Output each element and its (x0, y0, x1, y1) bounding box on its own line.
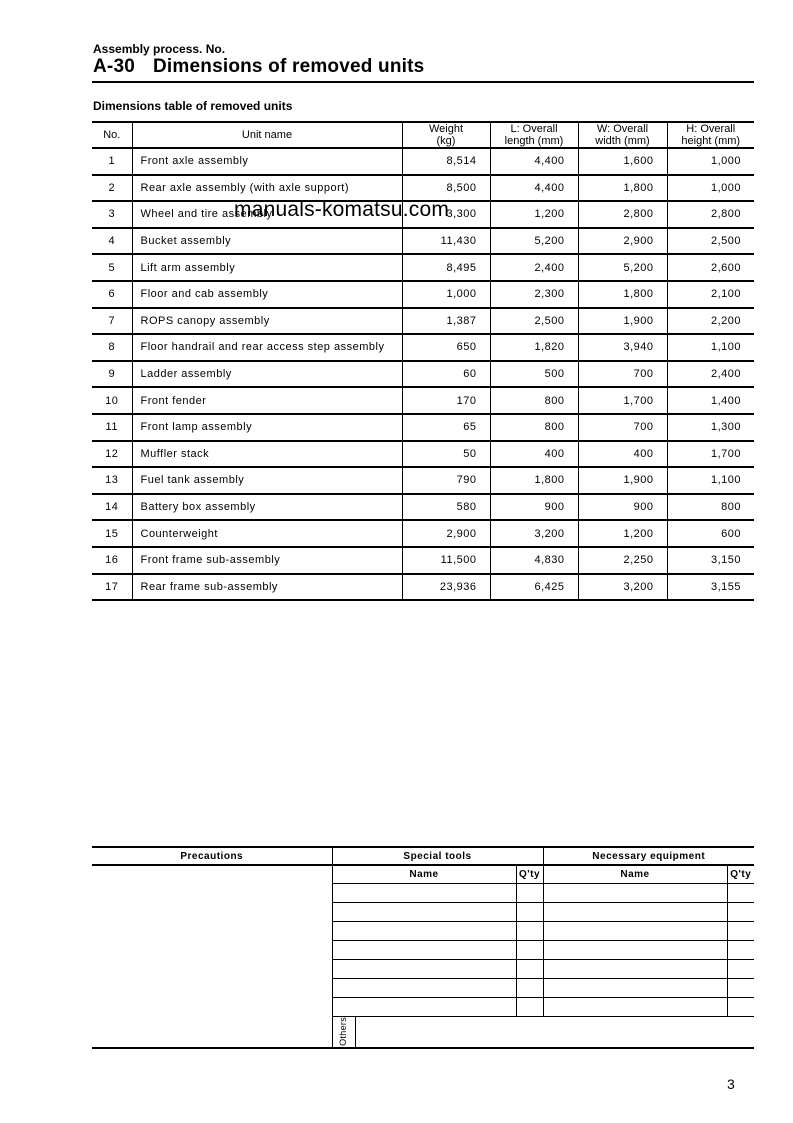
table-row (92, 281, 754, 308)
special-tools-header: Special tools (332, 847, 543, 865)
weight-cell: 1,000 (402, 281, 490, 308)
weight-cell: 65 (402, 414, 490, 441)
table-row (92, 387, 754, 414)
weight-cell: 8,495 (402, 254, 490, 281)
unit-number-cell: 14 (92, 494, 132, 521)
unit-number-cell: 17 (92, 574, 132, 601)
unit-number-cell: 13 (92, 467, 132, 494)
weight-cell: 790 (402, 467, 490, 494)
width-cell: 700 (578, 414, 667, 441)
weight-cell: 8,500 (402, 175, 490, 202)
unit-number-cell: 11 (92, 414, 132, 441)
process-label: Assembly process. No. (93, 42, 226, 56)
title-text: Dimensions of removed units (153, 56, 425, 77)
width-cell: 1,800 (578, 281, 667, 308)
process-code: A-30 (93, 56, 135, 77)
unit-name-cell: Front fender (132, 387, 402, 414)
height-cell: 1,100 (667, 467, 754, 494)
header-length-line2: length (mm) (504, 135, 564, 147)
height-cell: 800 (667, 494, 754, 521)
table-row (92, 361, 754, 388)
weight-cell: 170 (402, 387, 490, 414)
tool-qty-cell (516, 997, 543, 1016)
length-cell: 5,200 (490, 228, 578, 255)
others-label: Others (337, 1017, 348, 1047)
length-cell: 1,200 (490, 201, 578, 228)
unit-name-cell: Floor handrail and rear access step assembly (132, 334, 402, 361)
equipment-name-header: Name (543, 865, 727, 883)
header-width-line2: width (mm) (595, 135, 650, 147)
width-cell: 2,800 (578, 201, 667, 228)
unit-name-cell: Muffler stack (132, 441, 402, 468)
length-cell: 6,425 (490, 574, 578, 601)
unit-name-cell: Ladder assembly (132, 361, 402, 388)
equipment-qty-header: Q'ty (727, 865, 754, 883)
tools-qty-header: Q'ty (516, 865, 543, 883)
equipment-name-cell (543, 921, 727, 940)
tool-qty-cell (516, 883, 543, 902)
unit-name-cell: Front frame sub-assembly (132, 547, 402, 574)
weight-cell: 11,430 (402, 228, 490, 255)
unit-name-cell: Front axle assembly (132, 148, 402, 175)
unit-number-cell: 15 (92, 520, 132, 547)
tool-qty-cell (516, 978, 543, 997)
unit-number-cell: 9 (92, 361, 132, 388)
footer-subheader-row (92, 865, 754, 883)
equipment-qty-cell (727, 921, 754, 940)
length-cell: 2,500 (490, 308, 578, 335)
height-cell: 2,500 (667, 228, 754, 255)
unit-number-cell: 1 (92, 148, 132, 175)
unit-number-cell: 16 (92, 547, 132, 574)
table-row (92, 520, 754, 547)
unit-number-cell: 10 (92, 387, 132, 414)
table-row (92, 467, 754, 494)
width-cell: 900 (578, 494, 667, 521)
width-cell: 2,900 (578, 228, 667, 255)
equipment-qty-cell (727, 959, 754, 978)
unit-number-cell: 5 (92, 254, 132, 281)
weight-cell: 1,387 (402, 308, 490, 335)
watermark: manuals-komatsu.com (234, 198, 450, 221)
height-cell: 1,100 (667, 334, 754, 361)
height-cell: 600 (667, 520, 754, 547)
equipment-qty-cell (727, 997, 754, 1016)
header-unit-name: Unit name (132, 122, 402, 148)
height-cell: 1,000 (667, 175, 754, 202)
page-number: 3 (727, 1076, 735, 1092)
precautions-cell (92, 865, 332, 1048)
header-weight-line2: (kg) (436, 135, 456, 147)
length-cell: 800 (490, 387, 578, 414)
weight-cell: 580 (402, 494, 490, 521)
table-row (92, 254, 754, 281)
unit-name-cell: Floor and cab assembly (132, 281, 402, 308)
height-cell: 3,155 (667, 574, 754, 601)
height-cell: 3,150 (667, 547, 754, 574)
width-cell: 1,200 (578, 520, 667, 547)
length-cell: 4,830 (490, 547, 578, 574)
length-cell: 900 (490, 494, 578, 521)
title-rule (92, 81, 754, 83)
unit-number-cell: 8 (92, 334, 132, 361)
others-cell (355, 1016, 754, 1048)
table-row (92, 574, 754, 601)
width-cell: 1,700 (578, 387, 667, 414)
weight-cell: 2,900 (402, 520, 490, 547)
header-width (578, 122, 667, 148)
weight-cell: 650 (402, 334, 490, 361)
tool-name-cell (332, 959, 516, 978)
unit-name-cell: Bucket assembly (132, 228, 402, 255)
unit-number-cell: 2 (92, 175, 132, 202)
header-height-line2: height (mm) (681, 135, 741, 147)
height-cell: 1,000 (667, 148, 754, 175)
header-weight (402, 122, 490, 148)
table-row (92, 228, 754, 255)
necessary-equipment-header: Necessary equipment (543, 847, 754, 865)
unit-number-cell: 4 (92, 228, 132, 255)
height-cell: 2,600 (667, 254, 754, 281)
equipment-qty-cell (727, 883, 754, 902)
tool-name-cell (332, 978, 516, 997)
tool-qty-cell (516, 940, 543, 959)
width-cell: 3,940 (578, 334, 667, 361)
tool-name-cell (332, 997, 516, 1016)
width-cell: 1,900 (578, 467, 667, 494)
equipment-name-cell (543, 997, 727, 1016)
table-row (92, 334, 754, 361)
tool-qty-cell (516, 902, 543, 921)
equipment-qty-cell (727, 940, 754, 959)
width-cell: 3,200 (578, 574, 667, 601)
dimensions-table (92, 121, 754, 601)
equipment-name-cell (543, 959, 727, 978)
header-weight-line1: Weight (428, 123, 464, 135)
tool-name-cell (332, 883, 516, 902)
length-cell: 500 (490, 361, 578, 388)
height-cell: 1,400 (667, 387, 754, 414)
unit-number-cell: 3 (92, 201, 132, 228)
equipment-name-cell (543, 883, 727, 902)
unit-name-cell: Fuel tank assembly (132, 467, 402, 494)
weight-cell: 50 (402, 441, 490, 468)
header-height (667, 122, 754, 148)
table-row (92, 414, 754, 441)
tools-name-header: Name (332, 865, 516, 883)
weight-cell: 60 (402, 361, 490, 388)
header-no: No. (92, 122, 132, 148)
weight-cell: 23,936 (402, 574, 490, 601)
unit-name-cell: Rear axle assembly (with axle support) (132, 175, 402, 202)
height-cell: 2,400 (667, 361, 754, 388)
header-length (490, 122, 578, 148)
unit-number-cell: 7 (92, 308, 132, 335)
height-cell: 2,200 (667, 308, 754, 335)
table-caption: Dimensions table of removed units (93, 99, 293, 113)
width-cell: 5,200 (578, 254, 667, 281)
unit-name-cell: ROPS canopy assembly (132, 308, 402, 335)
equipment-name-cell (543, 902, 727, 921)
precautions-tools-table (92, 846, 754, 1049)
tool-name-cell (332, 921, 516, 940)
width-cell: 700 (578, 361, 667, 388)
tool-qty-cell (516, 921, 543, 940)
length-cell: 2,400 (490, 254, 578, 281)
length-cell: 4,400 (490, 148, 578, 175)
tool-name-cell (332, 940, 516, 959)
unit-name-cell: Front lamp assembly (132, 414, 402, 441)
length-cell: 4,400 (490, 175, 578, 202)
width-cell: 1,600 (578, 148, 667, 175)
equipment-name-cell (543, 940, 727, 959)
height-cell: 1,300 (667, 414, 754, 441)
length-cell: 1,820 (490, 334, 578, 361)
unit-name-cell: Counterweight (132, 520, 402, 547)
others-label-cell (332, 1016, 355, 1048)
weight-cell: 11,500 (402, 547, 490, 574)
length-cell: 1,800 (490, 467, 578, 494)
length-cell: 2,300 (490, 281, 578, 308)
length-cell: 3,200 (490, 520, 578, 547)
tool-name-cell (332, 902, 516, 921)
header-height-line1: H: Overall (686, 123, 736, 135)
equipment-qty-cell (727, 902, 754, 921)
width-cell: 2,250 (578, 547, 667, 574)
tool-qty-cell (516, 959, 543, 978)
header-width-line1: W: Overall (596, 123, 649, 135)
equipment-name-cell (543, 978, 727, 997)
width-cell: 400 (578, 441, 667, 468)
height-cell: 1,700 (667, 441, 754, 468)
table-row (92, 547, 754, 574)
table-header-row (92, 122, 754, 148)
height-cell: 2,800 (667, 201, 754, 228)
width-cell: 1,800 (578, 175, 667, 202)
length-cell: 800 (490, 414, 578, 441)
footer-header-row (92, 847, 754, 865)
header-length-line1: L: Overall (510, 123, 558, 135)
page-title (93, 56, 424, 78)
unit-name-cell: Battery box assembly (132, 494, 402, 521)
equipment-qty-cell (727, 978, 754, 997)
height-cell: 2,100 (667, 281, 754, 308)
table-row (92, 494, 754, 521)
table-row (92, 148, 754, 175)
width-cell: 1,900 (578, 308, 667, 335)
unit-name-cell: Lift arm assembly (132, 254, 402, 281)
unit-number-cell: 6 (92, 281, 132, 308)
unit-number-cell: 12 (92, 441, 132, 468)
precautions-header: Precautions (180, 850, 244, 862)
unit-name-cell: Wheel and tire assembly (132, 201, 402, 228)
weight-cell: 3,300 (402, 201, 490, 228)
table-row (92, 308, 754, 335)
table-row (92, 441, 754, 468)
length-cell: 400 (490, 441, 578, 468)
weight-cell: 8,514 (402, 148, 490, 175)
unit-name-cell: Rear frame sub-assembly (132, 574, 402, 601)
